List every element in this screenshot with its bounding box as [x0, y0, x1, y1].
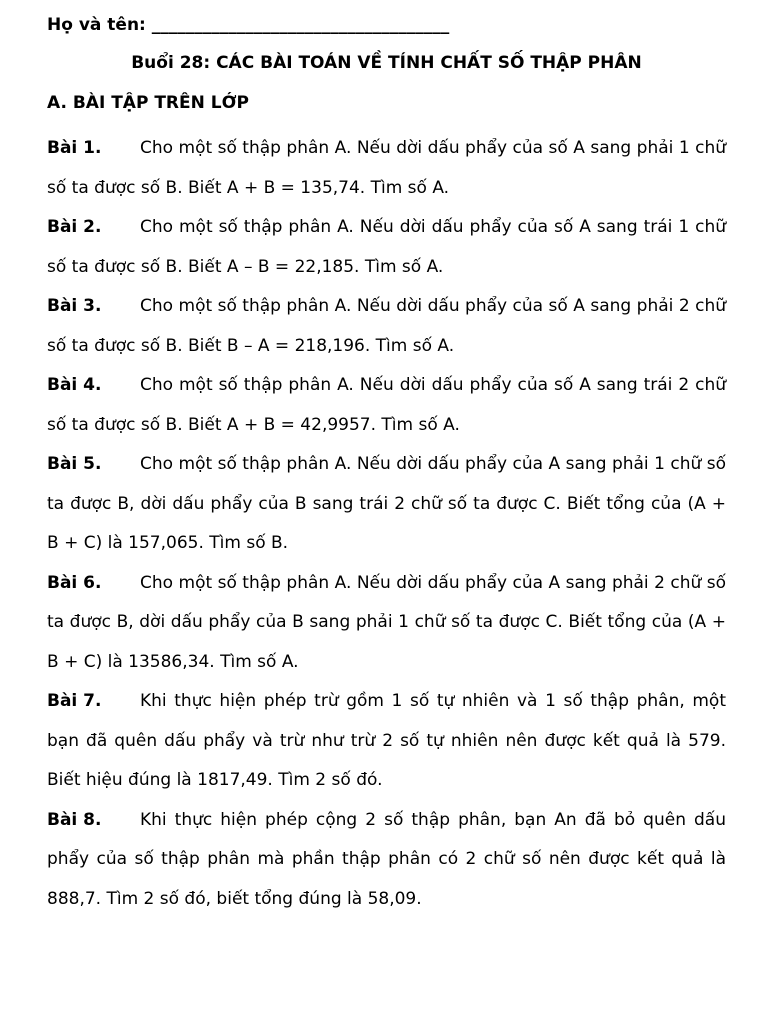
exercise-3 — [47, 287, 726, 366]
exercise-text: Cho một số thập phân A. Nếu dời dấu phẩy của số A sang trái 1 chữ số ta được số B. Biết A – B = 22,185. Tìm số A. — [47, 217, 726, 277]
exercise-6 — [47, 564, 726, 683]
exercise-text: Cho một số thập phân A. Nếu dời dấu phẩy của số A sang trái 2 chữ số ta được số B. Biết A + B = 42,9957. Tìm số A. — [47, 375, 726, 435]
exercise-label: Bài 3. — [47, 296, 102, 316]
exercise-label: Bài 2. — [47, 217, 102, 237]
exercise-text: Khi thực hiện phép trừ gồm 1 số tự nhiên và 1 số thập phân, một bạn đã quên dấu phẩy và trừ như trừ 2 số tự nhiên nên được kết quả là 579. Biết hiệu đúng là 1817,49. Tìm 2 số đó. — [47, 691, 726, 790]
exercise-label: Bài 6. — [47, 572, 102, 593]
exercise-list — [47, 129, 726, 919]
student-name-line: Họ và tên: ___________________________________ — [47, 15, 450, 35]
lesson-title: Buổi 28: CÁC BÀI TOÁN VỀ TÍNH CHẤT SỐ THẬP PHÂN — [131, 53, 642, 73]
exercise-label: Bài 7. — [47, 691, 102, 711]
exercise-5 — [47, 445, 726, 564]
section-heading: A. BÀI TẬP TRÊN LỚP — [47, 93, 249, 113]
exercise-8 — [47, 801, 726, 920]
exercise-7 — [47, 682, 726, 801]
exercise-4 — [47, 366, 726, 445]
exercise-text: Cho một số thập phân A. Nếu dời dấu phẩy của số A sang phải 1 chữ số ta được số B. Biết A + B = 135,74. Tìm số A. — [47, 138, 726, 198]
exercise-label: Bài 8. — [47, 809, 102, 830]
exercise-text: Cho một số thập phân A. Nếu dời dấu phẩy của A sang phải 2 chữ số ta được B, dời dấu phẩy của B sang phải 1 chữ số ta được C. Biết tổng của (A + B + C) là 13586,34. Tìm số A. — [47, 572, 726, 672]
exercise-label: Bài 4. — [47, 375, 102, 395]
exercise-text: Cho một số thập phân A. Nếu dời dấu phẩy của A sang phải 1 chữ số ta được B, dời dấu phẩy của B sang trái 2 chữ số ta được C. Biết tổng của (A + B + C) là 157,065. Tìm số B. — [47, 454, 726, 553]
exercise-label: Bài 1. — [47, 138, 102, 158]
exercise-text: Khi thực hiện phép cộng 2 số thập phân, bạn An đã bỏ quên dấu phẩy của số thập phân mà phần thập phân có 2 chữ số nên được kết quả là 888,7. Tìm 2 số đó, biết tổng đúng là 58,09. — [47, 809, 726, 909]
exercise-2 — [47, 208, 726, 287]
exercise-1 — [47, 129, 726, 208]
exercise-label: Bài 5. — [47, 454, 102, 474]
exercise-text: Cho một số thập phân A. Nếu dời dấu phẩy của số A sang phải 2 chữ số ta được số B. Biết B – A = 218,196. Tìm số A. — [47, 296, 726, 356]
